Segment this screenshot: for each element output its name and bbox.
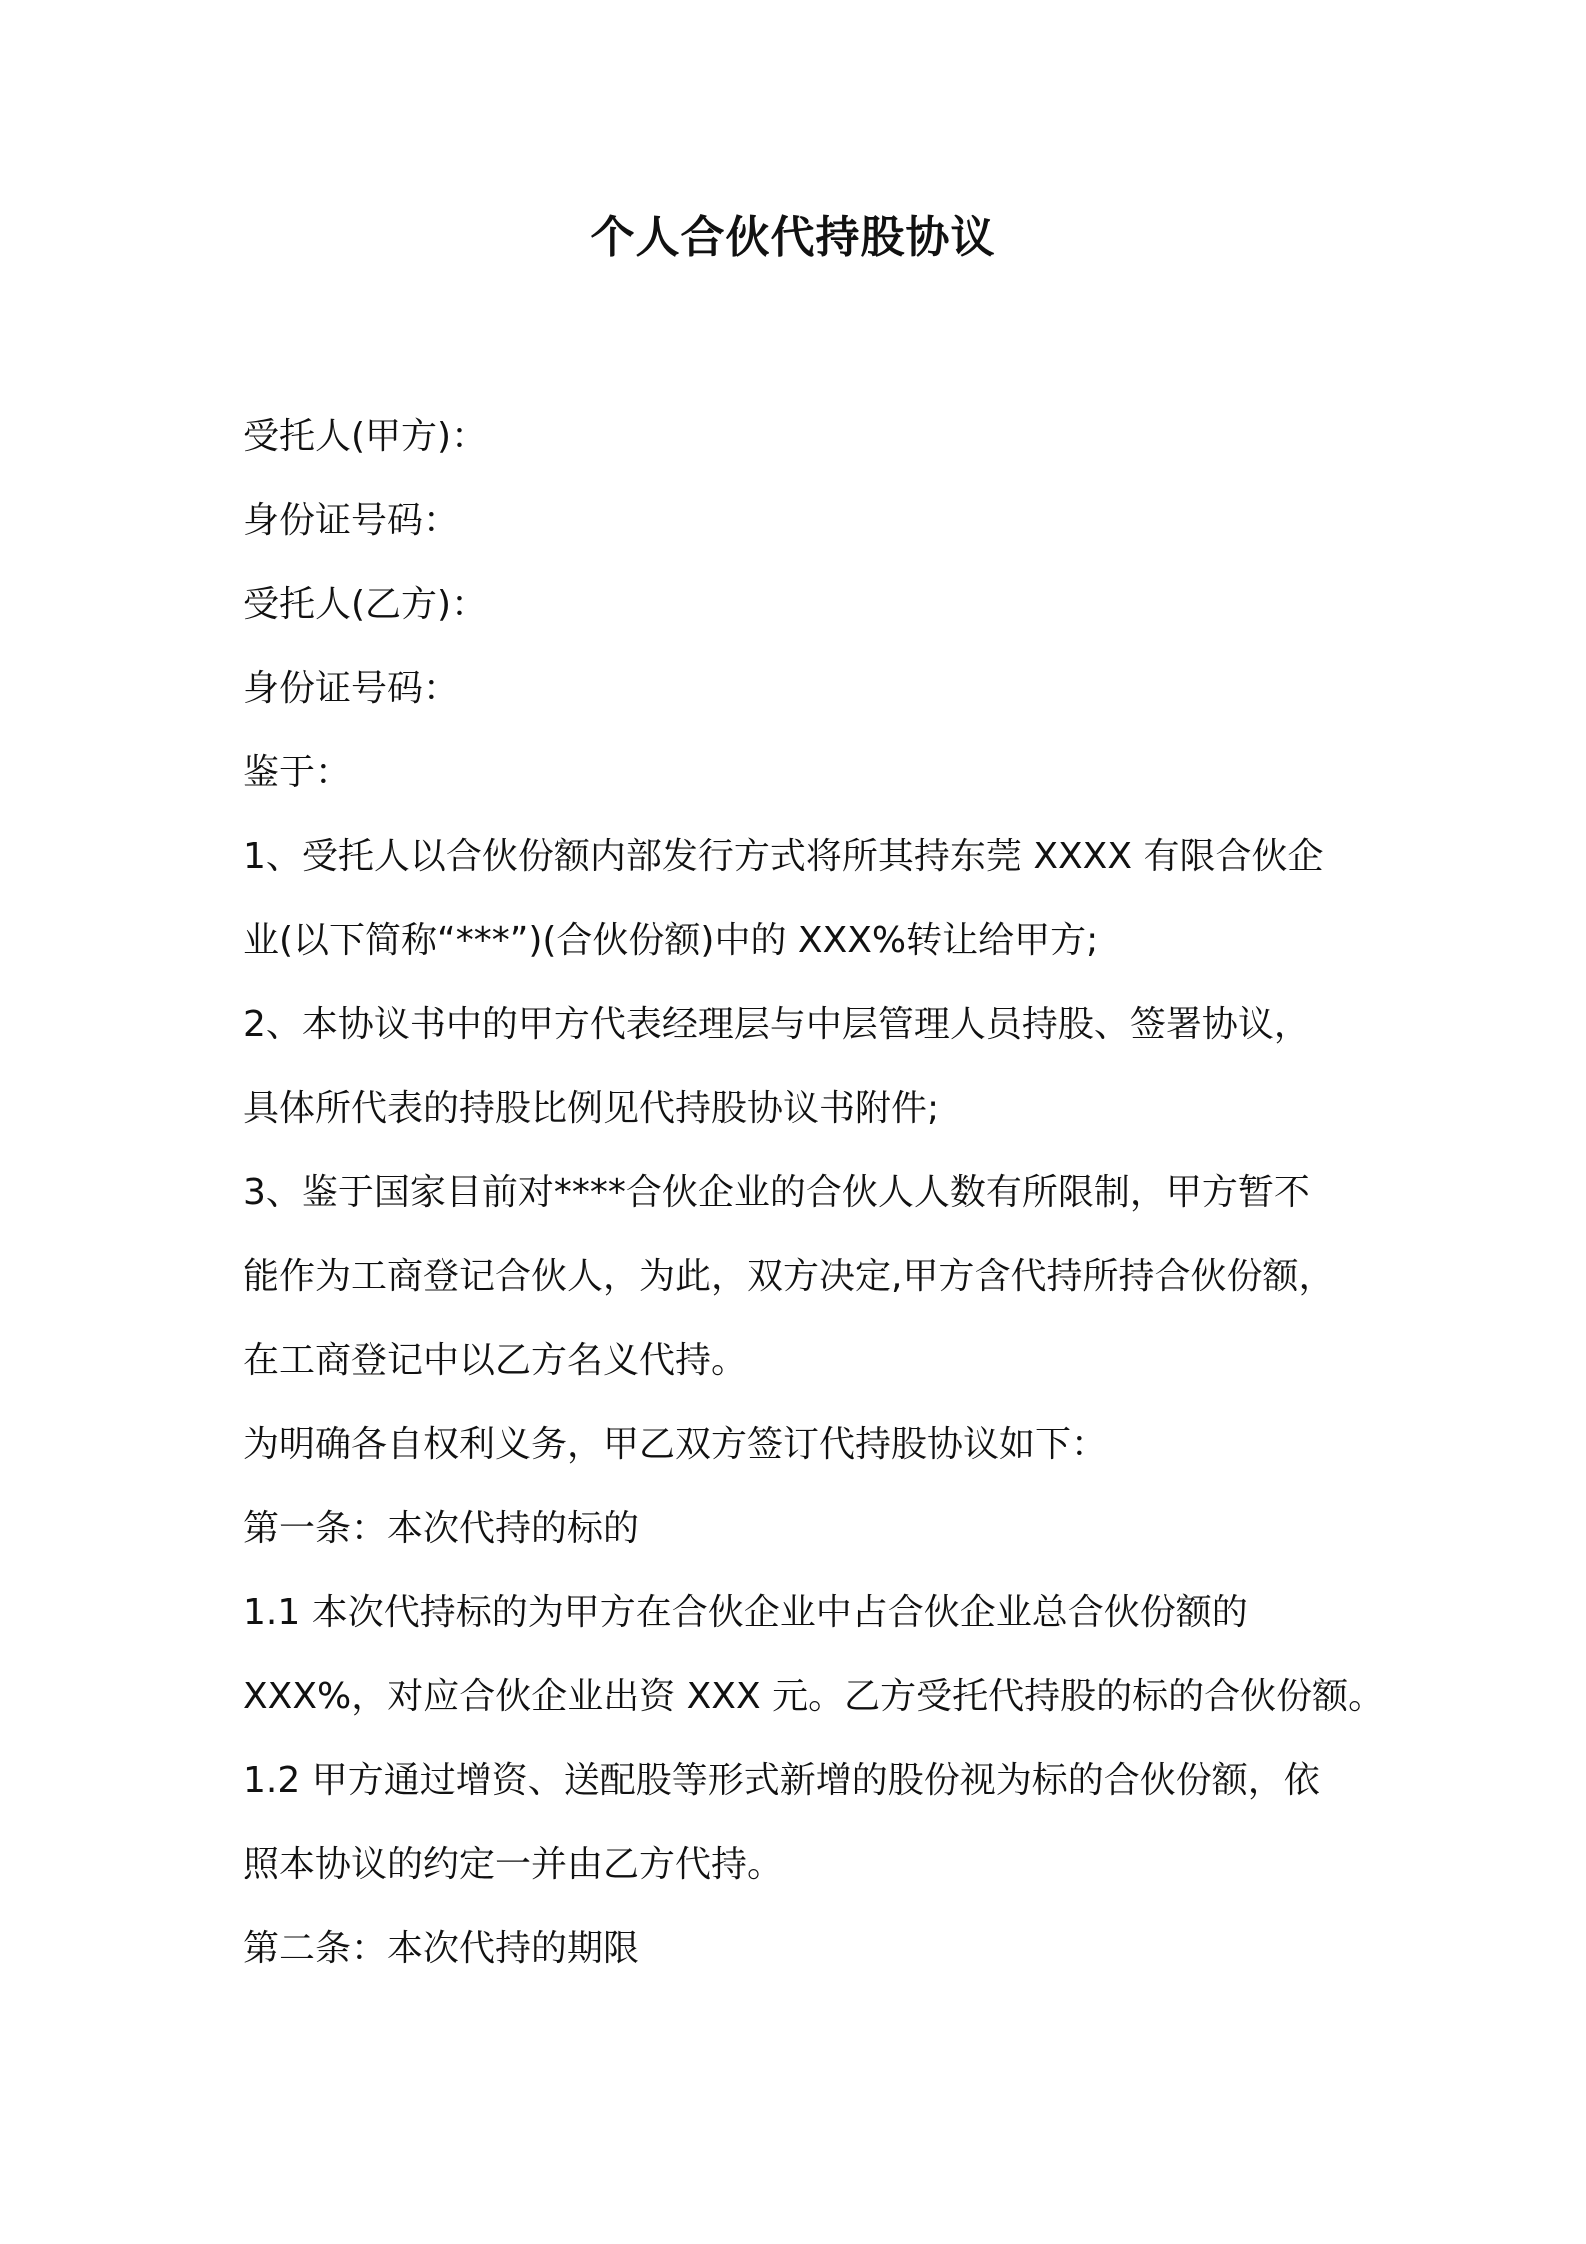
- whereas-heading: 鉴于：: [243, 752, 352, 793]
- party-b-id-label: 身份证号码：: [243, 668, 460, 709]
- article-one-heading: 第一条：本次代持的标的: [243, 1508, 640, 1549]
- paragraph-line: 具体所代表的持股比例见代持股协议书附件;: [243, 1088, 940, 1129]
- article-two-heading: 第二条：本次代持的期限: [243, 1928, 640, 1969]
- party-a-id-label: 身份证号码：: [243, 500, 460, 541]
- paragraph-line: 3、鉴于国家目前对****合伙企业的合伙人人数有所限制，甲方暂不: [243, 1172, 1310, 1213]
- document-title: 个人合伙代持股协议: [590, 212, 996, 263]
- paragraph-line: 照本协议的约定一并由乙方代持。: [243, 1844, 784, 1885]
- paragraph-line: 为明确各自权利义务，甲乙双方签订代持股协议如下：: [243, 1424, 1108, 1465]
- paragraph-line: 1.2 甲方通过增资、送配股等形式新增的股份视为标的合伙份额，依: [243, 1760, 1320, 1801]
- party-b-label: 受托人(乙方)：: [243, 584, 488, 625]
- paragraph-line: XXX%，对应合伙企业出资 XXX 元。乙方受托代持股的标的合伙份额。: [243, 1676, 1385, 1717]
- paragraph-line: 1.1 本次代持标的为甲方在合伙企业中占合伙企业总合伙份额的: [243, 1592, 1248, 1633]
- paragraph-line: 能作为工商登记合伙人，为此，双方决定,甲方含代持所持合伙份额，: [243, 1256, 1335, 1297]
- paragraph-line: 2、本协议书中的甲方代表经理层与中层管理人员持股、签署协议，: [243, 1004, 1310, 1045]
- party-a-label: 受托人(甲方)：: [243, 416, 488, 457]
- paragraph-line: 在工商登记中以乙方名义代持。: [243, 1340, 748, 1381]
- paragraph-line: 1、受托人以合伙份额内部发行方式将所其持东莞 XXXX 有限合伙企: [243, 836, 1324, 877]
- paragraph-line: 业(以下简称“***”)(合伙份额)中的 XXX%转让给甲方;: [243, 920, 1099, 961]
